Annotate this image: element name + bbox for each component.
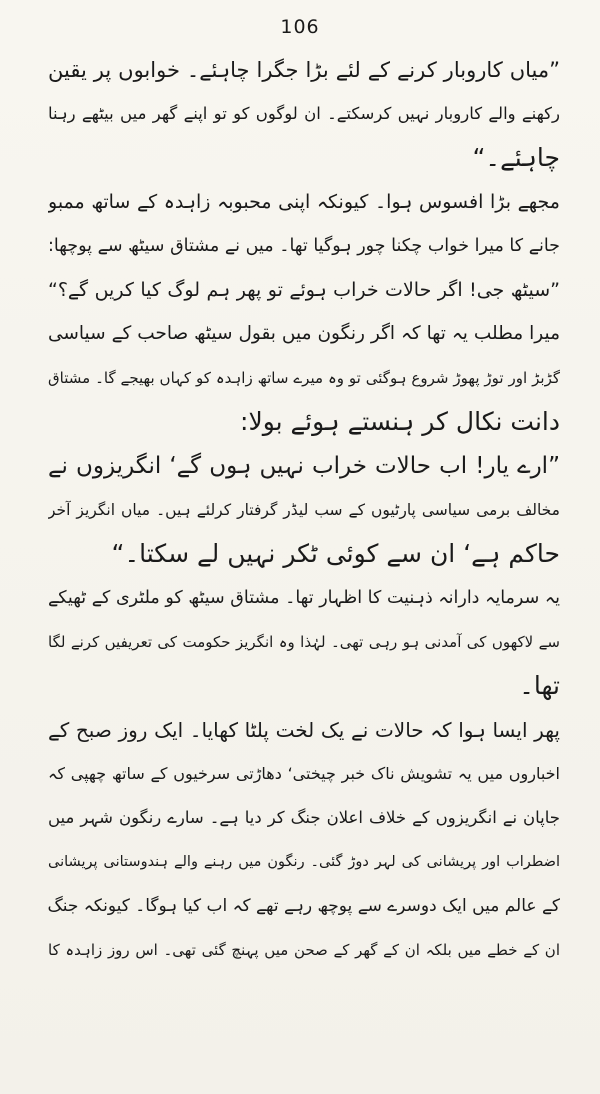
text-line: پھر ایسا ہوا کہ حالات نے یک لخت پلٹا کھایا۔ ایک روز صبح کے — [48, 718, 560, 742]
text-line: دانت نکال کر ہنستے ہوئے بولا: — [240, 407, 560, 436]
body-text — [48, 48, 560, 972]
text-line: رکھنے والے کاروبار نہیں کرسکتے۔ ان لوگوں کو تو اپنے گھر میں بیٹھے رہنا — [48, 104, 560, 123]
text-line: ”میاں کاروبار کرنے کے لئے بڑا جگرا چاہئے۔ خوابوں پر یقین — [48, 58, 560, 82]
text-line: یہ سرمایہ دارانہ ذہنیت کا اظہار تھا۔ مشتاق سیٹھ کو ملٹری کے ٹھیکے — [48, 588, 560, 608]
text-line: جانے کا میرا خواب چکنا چور ہوگیا تھا۔ میں نے مشتاق سیٹھ سے پوچھا: — [48, 236, 560, 256]
text-line: اضطراب اور پریشانی کی لہر دوڑ گئی۔ رنگون میں رہنے والے ہندوستانی پریشانی — [48, 854, 560, 870]
text-line: ”ارے یار! اب حالات خراب نہیں ہوں گے‘ انگریزوں نے — [48, 453, 560, 479]
text-line: کے عالم میں ایک دوسرے سے پوچھ رہے تھے کہ اب کیا ہوگا۔ کیونکہ جنگ — [48, 896, 560, 916]
text-line: اخباروں میں یہ تشویش ناک خبر چیختی‘ دھاڑتی سرخیوں کے ساتھ چھپی کہ — [48, 764, 560, 783]
page-number: 106 — [280, 16, 320, 38]
text-line: تھا۔ — [519, 671, 560, 700]
text-line: مخالف برمی سیاسی پارٹیوں کے سب لیڈر گرفتار کرلئے ہیں۔ میاں انگریز آخر — [48, 501, 560, 519]
text-line: چاہئے۔“ — [472, 143, 560, 172]
text-line: ”سیٹھ جی! اگر حالات خراب ہوئے تو پھر ہم لوگ کیا کریں گے؟“ — [48, 279, 560, 301]
text-line: ان کے خطے میں بلکہ ان کے گھر کے صحن میں پہنچ گئی تھی۔ اس روز زاہدہ کا — [48, 941, 560, 959]
text-line: گڑبڑ اور توڑ پھوڑ شروع ہوگئی تو وہ میرے ساتھ زاہدہ کو کہاں بھیجے گا۔ مشتاق — [48, 369, 560, 387]
text-line: جاپان نے انگریزوں کے خلاف اعلان جنگ کر دیا ہے۔ سارے رنگون شہر میں — [48, 808, 560, 827]
text-line: حاکم ہے‘ ان سے کوئی ٹکر نہیں لے سکتا۔“ — [111, 539, 560, 568]
text-line: مجھے بڑا افسوس ہوا۔ کیونکہ اپنی محبوبہ زاہدہ کے ساتھ ممبو — [48, 191, 560, 213]
text-line: میرا مطلب یہ تھا کہ اگر رنگون میں بقول سیٹھ صاحب کے سیاسی — [48, 323, 560, 344]
text-line: سے لاکھوں کی آمدنی ہو رہی تھی۔ لہٰذا وہ انگریز حکومت کی تعریفیں کرنے لگا — [48, 633, 560, 651]
